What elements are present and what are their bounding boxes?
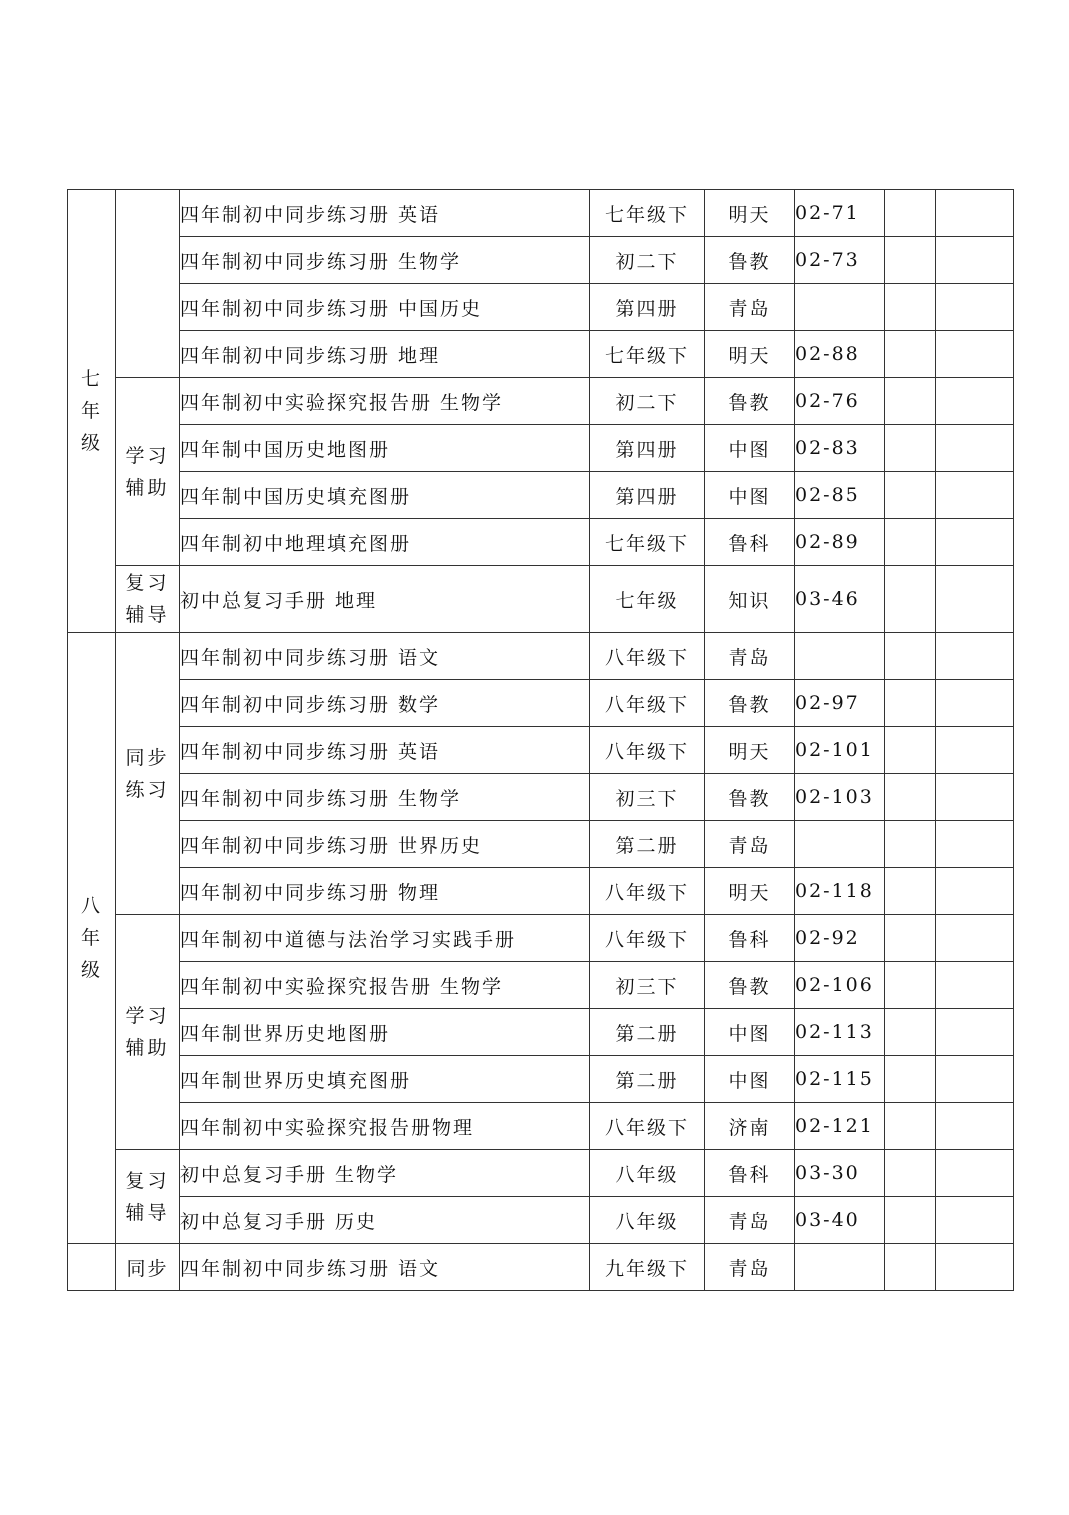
blank-cell	[936, 1244, 1014, 1291]
code-cell: 02-121	[795, 1103, 885, 1150]
volume-cell: 第二册	[590, 1009, 705, 1056]
category-label: 同步练习	[125, 746, 170, 801]
publisher-cell: 鲁教	[705, 962, 795, 1009]
blank-cell	[885, 566, 936, 633]
blank-cell	[885, 519, 936, 566]
publisher-cell: 明天	[705, 868, 795, 915]
code-cell: 03-40	[795, 1197, 885, 1244]
blank-cell	[885, 821, 936, 868]
table-row	[68, 519, 1014, 566]
title-cell: 四年制初中地理填充图册	[180, 519, 590, 566]
table-row	[68, 915, 1014, 962]
grade-cell	[68, 190, 116, 633]
code-cell	[795, 1244, 885, 1291]
title-cell: 四年制初中实验探究报告册 生物学	[180, 962, 590, 1009]
blank-cell	[885, 633, 936, 680]
code-cell: 02-76	[795, 378, 885, 425]
code-cell: 02-103	[795, 774, 885, 821]
publisher-cell: 青岛	[705, 1244, 795, 1291]
code-cell: 02-85	[795, 472, 885, 519]
category-cell: 同步	[116, 1244, 180, 1291]
publisher-cell: 鲁科	[705, 915, 795, 962]
category-cell	[116, 633, 180, 915]
blank-cell	[885, 680, 936, 727]
blank-cell	[936, 378, 1014, 425]
blank-cell	[936, 1009, 1014, 1056]
volume-cell: 第二册	[590, 821, 705, 868]
blank-cell	[936, 633, 1014, 680]
blank-cell	[885, 1197, 936, 1244]
code-cell: 02-89	[795, 519, 885, 566]
volume-cell: 第四册	[590, 284, 705, 331]
volume-cell: 第四册	[590, 425, 705, 472]
volume-cell: 八年级下	[590, 915, 705, 962]
category-cell	[116, 915, 180, 1150]
volume-cell: 初二下	[590, 237, 705, 284]
publisher-cell: 青岛	[705, 284, 795, 331]
blank-cell	[936, 868, 1014, 915]
volume-cell: 初三下	[590, 774, 705, 821]
blank-cell	[936, 1056, 1014, 1103]
volume-cell: 七年级下	[590, 190, 705, 237]
grade-cell	[68, 633, 116, 1244]
blank-cell	[885, 868, 936, 915]
table-row	[68, 1150, 1014, 1197]
title-cell: 四年制初中同步练习册 生物学	[180, 237, 590, 284]
title-cell: 四年制世界历史填充图册	[180, 1056, 590, 1103]
volume-cell: 八年级下	[590, 1103, 705, 1150]
code-cell: 02-92	[795, 915, 885, 962]
title-cell: 四年制初中同步练习册 世界历史	[180, 821, 590, 868]
blank-cell	[885, 1103, 936, 1150]
grade-label: 八年级	[80, 895, 102, 981]
blank-cell	[885, 1150, 936, 1197]
code-cell: 02-106	[795, 962, 885, 1009]
blank-cell	[885, 1056, 936, 1103]
blank-cell	[885, 190, 936, 237]
blank-cell	[936, 962, 1014, 1009]
table-row	[68, 680, 1014, 727]
blank-cell	[936, 472, 1014, 519]
table-row	[68, 284, 1014, 331]
grade-cell	[68, 1244, 116, 1291]
title-cell: 四年制初中同步练习册 语文	[180, 633, 590, 680]
table-row	[68, 774, 1014, 821]
title-cell: 四年制初中同步练习册 中国历史	[180, 284, 590, 331]
table-row	[68, 472, 1014, 519]
volume-cell: 第二册	[590, 1056, 705, 1103]
blank-cell	[936, 566, 1014, 633]
code-cell: 02-101	[795, 727, 885, 774]
title-cell: 四年制初中实验探究报告册 生物学	[180, 378, 590, 425]
blank-cell	[936, 1197, 1014, 1244]
volume-cell: 七年级	[590, 566, 705, 633]
volume-cell: 八年级下	[590, 633, 705, 680]
code-cell: 02-83	[795, 425, 885, 472]
title-cell: 四年制初中同步练习册 语文	[180, 1244, 590, 1291]
blank-cell	[936, 774, 1014, 821]
code-cell: 02-118	[795, 868, 885, 915]
title-cell: 初中总复习手册 地理	[180, 566, 590, 633]
table-row	[68, 1197, 1014, 1244]
code-cell: 02-88	[795, 331, 885, 378]
publisher-cell: 济南	[705, 1103, 795, 1150]
volume-cell: 七年级下	[590, 519, 705, 566]
blank-cell	[936, 237, 1014, 284]
publisher-cell: 知识	[705, 566, 795, 633]
volume-cell: 七年级下	[590, 331, 705, 378]
book-catalog-table	[67, 189, 1014, 1291]
code-cell: 02-71	[795, 190, 885, 237]
category-cell	[116, 190, 180, 378]
blank-cell	[936, 331, 1014, 378]
table-row	[68, 962, 1014, 1009]
category-label: 学习辅助	[125, 1005, 170, 1059]
category-label: 复习辅导	[125, 1169, 170, 1224]
table-row	[68, 1244, 1014, 1291]
title-cell: 四年制初中同步练习册 英语	[180, 190, 590, 237]
table-row	[68, 190, 1014, 237]
code-cell: 03-30	[795, 1150, 885, 1197]
title-cell: 四年制初中同步练习册 物理	[180, 868, 590, 915]
publisher-cell: 鲁教	[705, 774, 795, 821]
blank-cell	[936, 519, 1014, 566]
table-row	[68, 868, 1014, 915]
blank-cell	[936, 284, 1014, 331]
code-cell: 02-115	[795, 1056, 885, 1103]
code-cell: 02-97	[795, 680, 885, 727]
blank-cell	[936, 821, 1014, 868]
title-cell: 四年制初中同步练习册 生物学	[180, 774, 590, 821]
blank-cell	[936, 727, 1014, 774]
title-cell: 四年制初中道德与法治学习实践手册	[180, 915, 590, 962]
publisher-cell: 中图	[705, 1056, 795, 1103]
blank-cell	[936, 915, 1014, 962]
blank-cell	[885, 774, 936, 821]
blank-cell	[936, 190, 1014, 237]
title-cell: 四年制初中同步练习册 英语	[180, 727, 590, 774]
title-cell: 四年制中国历史填充图册	[180, 472, 590, 519]
category-cell	[116, 378, 180, 566]
publisher-cell: 青岛	[705, 1197, 795, 1244]
code-cell	[795, 284, 885, 331]
publisher-cell: 鲁教	[705, 378, 795, 425]
title-cell: 四年制初中同步练习册 数学	[180, 680, 590, 727]
blank-cell	[885, 962, 936, 1009]
publisher-cell: 明天	[705, 331, 795, 378]
code-cell	[795, 821, 885, 868]
publisher-cell: 鲁教	[705, 680, 795, 727]
grade-label: 七年级	[80, 368, 102, 454]
blank-cell	[885, 237, 936, 284]
blank-cell	[936, 1150, 1014, 1197]
volume-cell: 八年级下	[590, 680, 705, 727]
table-row	[68, 633, 1014, 680]
volume-cell: 初二下	[590, 378, 705, 425]
title-cell: 四年制中国历史地图册	[180, 425, 590, 472]
publisher-cell: 中图	[705, 1009, 795, 1056]
publisher-cell: 中图	[705, 472, 795, 519]
blank-cell	[936, 1103, 1014, 1150]
table-row	[68, 425, 1014, 472]
category-label: 复习辅导	[125, 572, 170, 626]
volume-cell: 八年级	[590, 1150, 705, 1197]
category-cell	[116, 1150, 180, 1244]
category-cell	[116, 566, 180, 633]
publisher-cell: 鲁教	[705, 237, 795, 284]
volume-cell: 八年级下	[590, 727, 705, 774]
publisher-cell: 鲁科	[705, 1150, 795, 1197]
blank-cell	[885, 727, 936, 774]
publisher-cell: 青岛	[705, 821, 795, 868]
table-row	[68, 566, 1014, 633]
table-row	[68, 1103, 1014, 1150]
publisher-cell: 中图	[705, 425, 795, 472]
blank-cell	[885, 284, 936, 331]
publisher-cell: 明天	[705, 190, 795, 237]
code-cell	[795, 633, 885, 680]
table-row	[68, 331, 1014, 378]
blank-cell	[885, 425, 936, 472]
volume-cell: 八年级下	[590, 868, 705, 915]
code-cell: 02-113	[795, 1009, 885, 1056]
volume-cell: 九年级下	[590, 1244, 705, 1291]
title-cell: 初中总复习手册 生物学	[180, 1150, 590, 1197]
blank-cell	[936, 425, 1014, 472]
volume-cell: 八年级	[590, 1197, 705, 1244]
volume-cell: 初三下	[590, 962, 705, 1009]
title-cell: 四年制初中同步练习册 地理	[180, 331, 590, 378]
blank-cell	[885, 1244, 936, 1291]
title-cell: 四年制世界历史地图册	[180, 1009, 590, 1056]
code-cell: 02-73	[795, 237, 885, 284]
table-row	[68, 1009, 1014, 1056]
table-row	[68, 378, 1014, 425]
table-row	[68, 1056, 1014, 1103]
blank-cell	[885, 331, 936, 378]
code-cell: 03-46	[795, 566, 885, 633]
title-cell: 初中总复习手册 历史	[180, 1197, 590, 1244]
table-row	[68, 727, 1014, 774]
table-row	[68, 237, 1014, 284]
blank-cell	[885, 472, 936, 519]
publisher-cell: 鲁科	[705, 519, 795, 566]
volume-cell: 第四册	[590, 472, 705, 519]
category-label: 学习辅助	[125, 444, 170, 499]
blank-cell	[885, 915, 936, 962]
publisher-cell: 青岛	[705, 633, 795, 680]
table-row	[68, 821, 1014, 868]
blank-cell	[885, 1009, 936, 1056]
publisher-cell: 明天	[705, 727, 795, 774]
blank-cell	[936, 680, 1014, 727]
title-cell: 四年制初中实验探究报告册物理	[180, 1103, 590, 1150]
blank-cell	[885, 378, 936, 425]
